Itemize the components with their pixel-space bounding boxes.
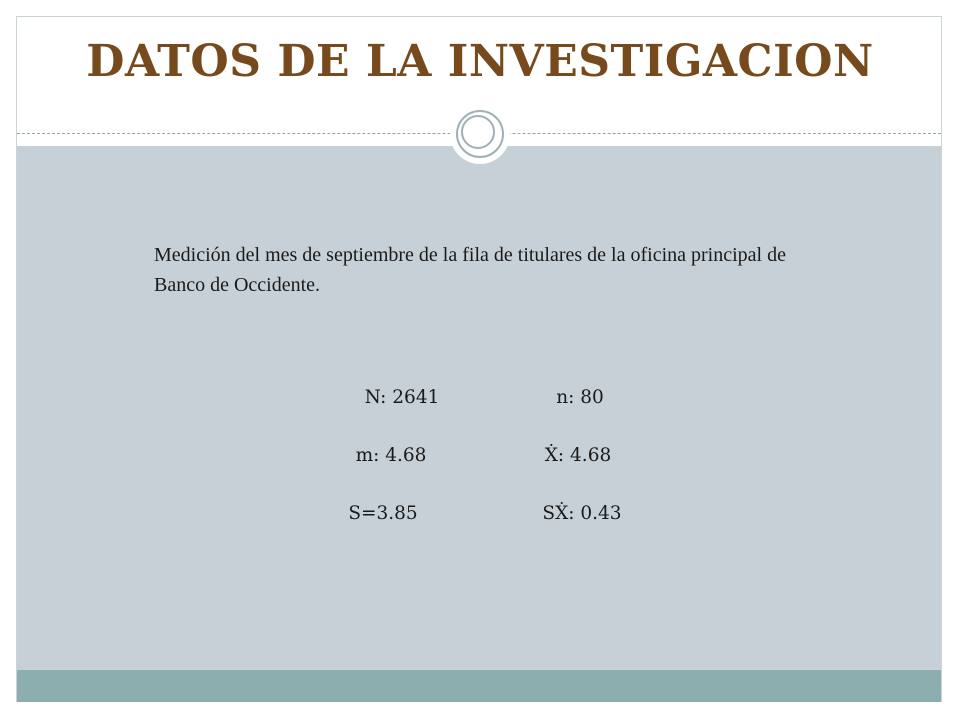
stat-sample: n: 80 xyxy=(556,387,604,408)
stat-population: N: 2641 xyxy=(364,387,440,408)
stat-std-dev: S=3.85 xyxy=(348,503,418,524)
stat-std-error: SẊ: 0.43 xyxy=(542,503,622,524)
slide-description: Medición del mes de septiembre de la fila de titulares de la oficina principal de Banco de Occidente. xyxy=(154,244,786,296)
content-area xyxy=(17,146,941,670)
slide-title: DATOS DE LA INVESTIGACION xyxy=(86,36,874,87)
footer-band xyxy=(17,670,941,702)
stat-mean: Ẋ: 4.68 xyxy=(544,445,612,466)
decorative-circle-icon xyxy=(450,104,510,164)
stat-median: m: 4.68 xyxy=(355,445,427,466)
circle-ring-inner xyxy=(461,115,495,149)
